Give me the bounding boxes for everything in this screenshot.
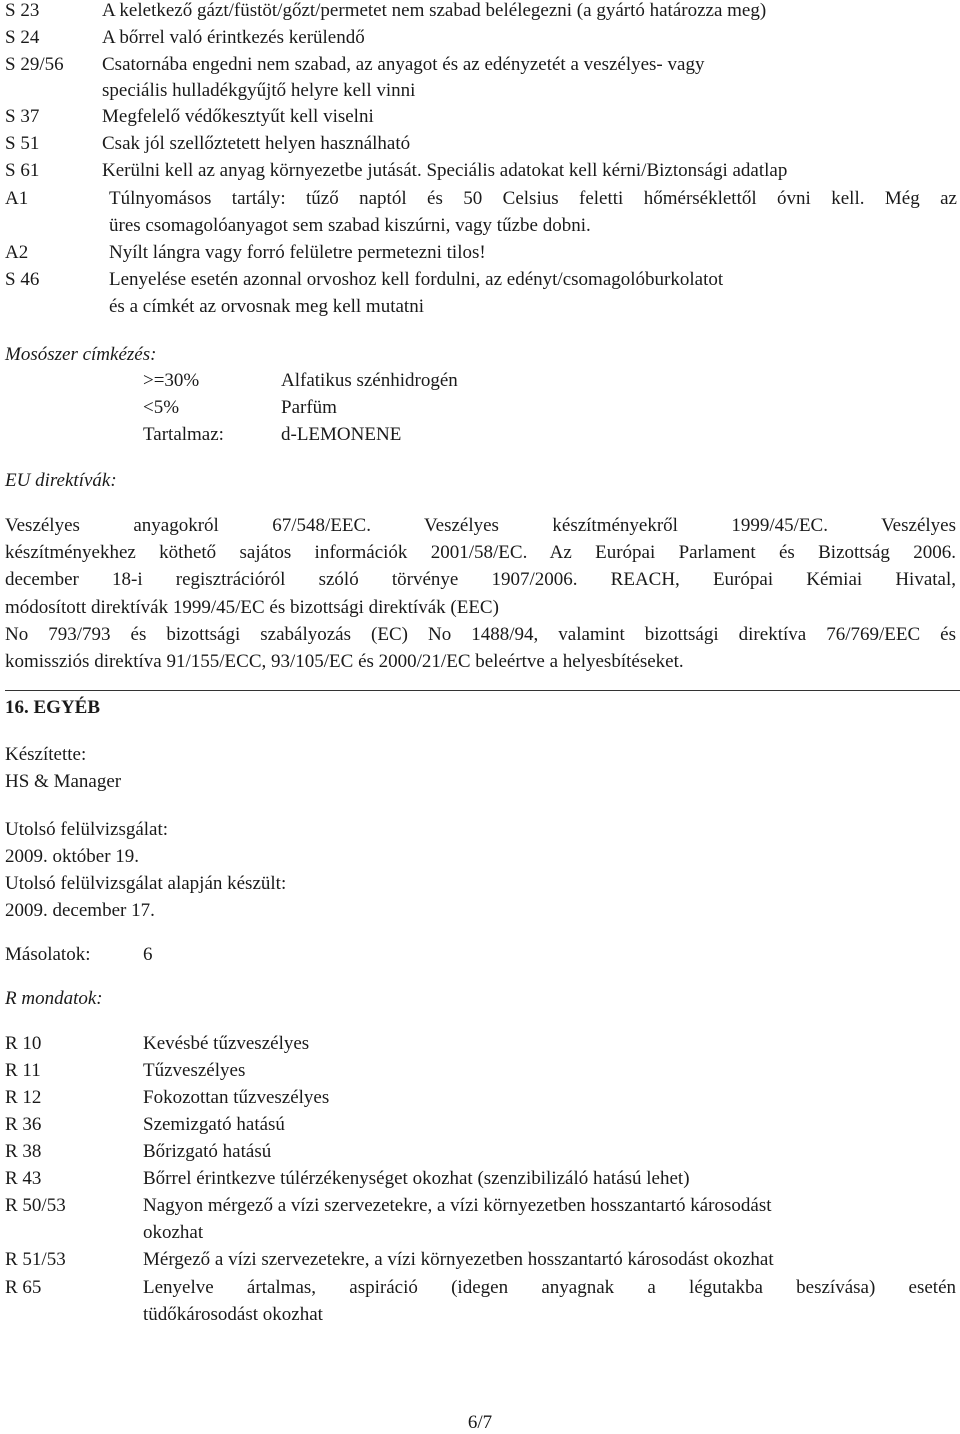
risk-text: Nagyon mérgező a vízi szervezetekre, a vízi környezetben hosszantartó károsodást: [143, 1195, 772, 1216]
based-on-value: 2009. december 17.: [5, 900, 155, 921]
risk-code: R 65: [5, 1277, 42, 1298]
risk-text: Fokozottan tűzveszélyes: [143, 1087, 330, 1108]
r-phrases-heading: R mondatok:: [5, 988, 103, 1009]
copies-label: Másolatok:: [5, 944, 91, 965]
phrase-code: A1: [5, 188, 29, 209]
last-review-value: 2009. október 19.: [5, 846, 140, 867]
risk-code: R 38: [5, 1141, 42, 1162]
prepared-by-label: Készítette:: [5, 744, 87, 765]
phrase-code: S 23: [5, 0, 40, 21]
risk-code: R 50/53: [5, 1195, 66, 1216]
phrase-text: A keletkező gázt/füstöt/gőzt/permetet nem szabad belélegezni (a gyártó határozza meg): [102, 0, 767, 21]
risk-text: Mérgező a vízi szervezetekre, a vízi környezetben hosszantartó károsodást okozhat: [143, 1249, 774, 1270]
phrase-text: Kerülni kell az anyag környezetbe jutását. Speciális adatokat kell kérni/Biztonsági adatlap: [102, 160, 788, 181]
phrase-text: Csak jól szellőztetett helyen használható: [102, 133, 411, 154]
phrase-text-continued: speciális hulladékgyűjtő helyre kell vinni: [102, 80, 416, 101]
phrase-text: Megfelelő védőkesztyűt kell viselni: [102, 106, 374, 127]
risk-code: R 51/53: [5, 1249, 66, 1270]
eu-heading: EU direktívák:: [5, 470, 117, 491]
phrase-text-continued: és a címkét az orvosnak meg kell mutatni: [109, 296, 424, 317]
page-number: 6/7: [467, 1412, 493, 1433]
phrase-code: S 46: [5, 269, 40, 290]
risk-code: R 43: [5, 1168, 42, 1189]
labeling-key: Tartalmaz:: [143, 424, 224, 445]
labeling-key: >=30%: [143, 370, 200, 391]
eu-paragraph: [5, 512, 956, 675]
risk-text: Kevésbé tűzveszélyes: [143, 1033, 310, 1054]
risk-text-continued: tüdőkárosodást okozhat: [143, 1304, 323, 1325]
labeling-heading: Mosószer címkézés:: [5, 344, 157, 365]
labeling-value: Alfatikus szénhidrogén: [281, 370, 458, 391]
phrase-text: Csatornába engedni nem szabad, az anyagot és az edényzetét a veszélyes- vagy: [102, 54, 705, 75]
phrase-text-block: [109, 188, 957, 210]
risk-text: Bőrizgató hatású: [143, 1141, 272, 1162]
eu-line: No 793/793 és bizottsági szabályozás (EC) No 1488/94, valamint bizottsági direktíva 76/769/EEC és: [5, 623, 956, 645]
risk-code: R 36: [5, 1114, 42, 1135]
based-on-label: Utolsó felülvizsgálat alapján készült:: [5, 873, 287, 894]
copies-value: 6: [143, 944, 153, 965]
section-title: 16. EGYÉB: [5, 697, 101, 718]
phrase-code: A2: [5, 242, 29, 263]
phrase-code: S 51: [5, 133, 40, 154]
last-review-label: Utolsó felülvizsgálat:: [5, 819, 169, 840]
eu-line: komissziós direktíva 91/155/ECC, 93/105/EC és 2000/21/EC beleértve a helyesbítéseket.: [5, 651, 684, 673]
labeling-value: d-LEMONENE: [281, 424, 402, 445]
risk-code: R 11: [5, 1060, 41, 1081]
prepared-by-value: HS & Manager: [5, 771, 122, 792]
labeling-value: Parfüm: [281, 397, 337, 418]
risk-code: R 12: [5, 1087, 42, 1108]
risk-text: Szemizgató hatású: [143, 1114, 285, 1135]
eu-line: december 18-i regisztrációról szóló törvénye 1907/2006. REACH, Európai Kémiai Hivatal,: [5, 569, 956, 591]
risk-text-continued: okozhat: [143, 1222, 204, 1243]
phrase-text: Nyílt lángra vagy forró felületre permetezni tilos!: [109, 242, 486, 263]
eu-line: Veszélyes anyagokról 67/548/EEC. Veszélyes készítményekről 1999/45/EC. Veszélyes: [5, 515, 956, 536]
risk-text: Tűzveszélyes: [143, 1060, 246, 1081]
labeling-key: <5%: [143, 397, 180, 418]
risk-text-block: [143, 1277, 956, 1299]
section-divider: [5, 690, 960, 691]
phrase-text-continued: üres csomagolóanyagot sem szabad kiszúrni, vagy tűzbe dobni.: [109, 215, 591, 236]
eu-line: módosított direktívák 1999/45/EC és bizottsági direktívák (EEC): [5, 596, 499, 618]
risk-text: Bőrrel érintkezve túlérzékenységet okozhat (szenzibilizáló hatású lehet): [143, 1168, 690, 1189]
phrase-text: A bőrrel való érintkezés kerülendő: [102, 27, 365, 48]
risk-code: R 10: [5, 1033, 42, 1054]
eu-line: készítményekhez köthető sajátos információk 2001/58/EC. Az Európai Parlament és Bizottság 2006.: [5, 542, 956, 564]
phrase-code: S 61: [5, 160, 40, 181]
phrase-text: Túlnyomásos tartály: tűző naptól és 50 Celsius feletti hőmérséklettől óvni kell. Még az: [109, 188, 957, 209]
phrase-code: S 37: [5, 106, 40, 127]
risk-text: Lenyelve ártalmas, aspiráció (idegen anyagnak a légutakba beszívása) esetén: [143, 1277, 956, 1298]
phrase-text: Lenyelése esetén azonnal orvoshoz kell fordulni, az edényt/csomagolóburkolatot: [109, 269, 724, 290]
phrase-code: S 29/56: [5, 54, 64, 75]
phrase-code: S 24: [5, 27, 40, 48]
